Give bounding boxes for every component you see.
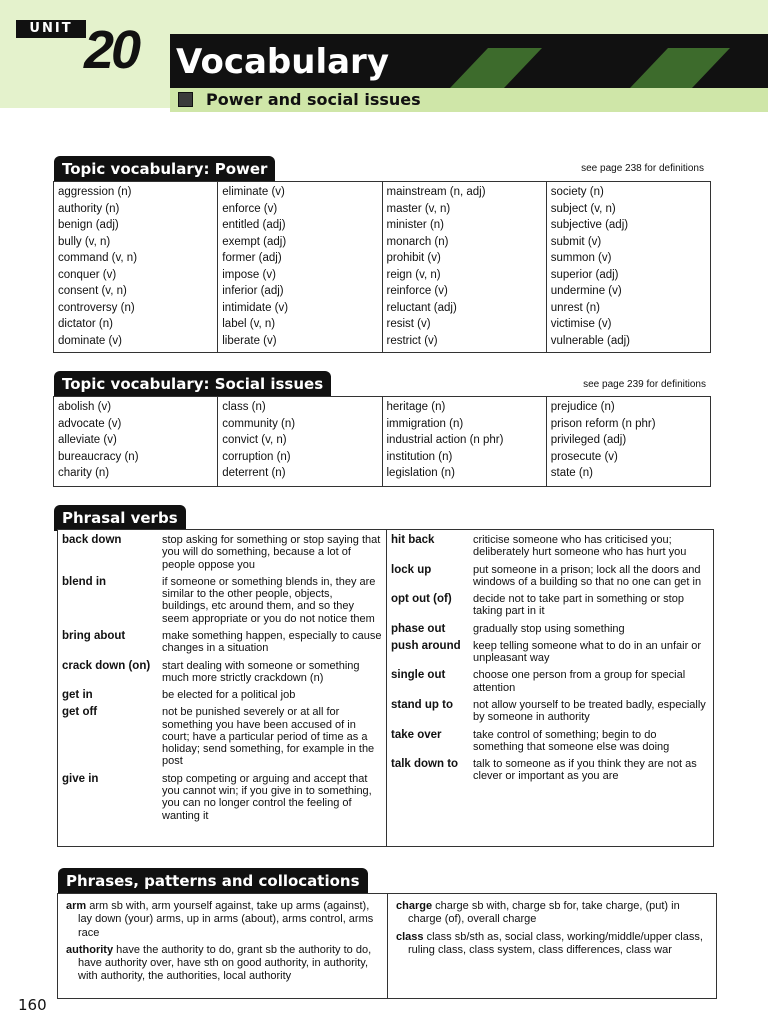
- phrasal-definition: put someone in a prison; lock all the doors and windows of a building so that no one can get in: [473, 563, 702, 588]
- phrasal-entry: [62, 689, 382, 702]
- phrasal-term: lock up: [391, 563, 432, 576]
- phrasal-definition: not allow yourself to be treated badly, especially by someone in authority: [473, 698, 706, 724]
- social-column: [218, 397, 382, 486]
- unit-label: UNIT: [16, 20, 86, 38]
- vocab-word: eliminate (v): [222, 186, 285, 198]
- phrasal-definition: if someone or something blends in, they are similar to the other people, objects, buildings, etc around them, and so they seem appropriate or you do not notice them: [162, 575, 376, 625]
- vocab-word: convict (v, n): [222, 434, 287, 446]
- phrasal-definition: choose one person from a group for special attention: [473, 669, 686, 694]
- phrasal-entry: [391, 699, 709, 724]
- vocab-word: vulnerable (adj): [550, 334, 631, 347]
- phrasal-entry: [62, 630, 382, 655]
- vocab-word: master (v, n): [386, 202, 451, 215]
- phrasal-entry: [62, 773, 382, 822]
- phrasal-term: bring about: [62, 630, 126, 643]
- phrasal-definition: keep telling someone what to do in an unfair or unpleasant way: [473, 639, 702, 665]
- vocab-word: class (n): [222, 401, 266, 413]
- vocab-word: former (adj): [222, 252, 282, 264]
- vocab-word: immigration (n): [386, 417, 464, 430]
- page-title: Vocabulary: [176, 42, 389, 82]
- phrasal-entry: [391, 534, 709, 559]
- vocab-word: exempt (adj): [222, 235, 287, 248]
- power-column: [383, 182, 547, 352]
- phrasal-term: blend in: [62, 575, 107, 588]
- phrasal-definition: take control of something; begin to do something that someone else was doing: [473, 728, 670, 753]
- vocab-word: subject (v, n): [550, 202, 616, 215]
- vocab-word: command (v, n): [58, 252, 138, 264]
- vocab-word: summon (v): [550, 252, 612, 264]
- power-column: [54, 182, 218, 352]
- phrasal-left-column: [58, 530, 387, 846]
- phrasal-term: take over: [391, 728, 442, 741]
- vocab-word: prohibit (v): [386, 252, 441, 264]
- social-column: [383, 397, 547, 486]
- vocab-word: dictator (n): [58, 318, 113, 330]
- phrasal-definition: not be punished severely or at all for something you have been accused of in court; have a particular period of time as a holiday; send something, for example in the post: [162, 706, 375, 768]
- phrasal-term: push around: [391, 639, 461, 652]
- phrasal-definition: be elected for a political job: [162, 689, 296, 702]
- vocab-word: reluctant (adj): [386, 301, 457, 314]
- phrasal-definition: stop asking for something or stop saying that you will do something, because a lot of people oppose you: [162, 534, 381, 571]
- collocation-keyword: class: [396, 930, 424, 943]
- phrasal-term: get in: [62, 689, 93, 702]
- phrasal-definition: gradually stop using something: [473, 622, 625, 635]
- vocab-word: intimidate (v): [222, 301, 289, 314]
- power-column: [547, 182, 710, 352]
- phrasal-verbs-box: [57, 529, 714, 847]
- vocab-word: consent (v, n): [58, 285, 127, 297]
- phrasal-definition: talk to someone as if you think they are not as clever or important as you are: [473, 758, 697, 783]
- vocab-word: monarch (n): [386, 235, 449, 248]
- phrasal-definition: decide not to take part in something or stop taking part in it: [473, 593, 684, 618]
- vocab-word: impose (v): [222, 268, 276, 281]
- power-column: [218, 182, 382, 352]
- phrasal-entry: [391, 564, 709, 589]
- phrasal-entry: [391, 640, 709, 665]
- vocab-word: benign (adj): [58, 219, 119, 231]
- collocation-keyword: charge: [396, 900, 433, 912]
- collocation-entry: [66, 900, 383, 940]
- vocab-word: label (v, n): [222, 318, 276, 330]
- vocab-word: prosecute (v): [550, 450, 618, 463]
- phrasal-entry: [391, 623, 709, 636]
- vocab-word: subjective (adj): [550, 219, 629, 231]
- unit-number: 20: [84, 20, 139, 80]
- phrasal-definition: start dealing with someone or something much more strictly crackdown (n): [162, 659, 360, 684]
- collocation-text: class sb/sth as, social class, working/middle/upper class, ruling class, class system, class differences, class war: [408, 930, 703, 956]
- vocab-word: community (n): [222, 417, 296, 430]
- vocab-word: bureaucracy (n): [58, 450, 139, 463]
- vocab-word: prison reform (n phr): [550, 417, 656, 430]
- vocab-word: abolish (v): [58, 401, 112, 413]
- phrasal-term: phase out: [391, 622, 446, 635]
- vocab-word: charity (n): [58, 467, 110, 479]
- vocab-word: legislation (n): [386, 467, 455, 479]
- vocab-word: corruption (n): [222, 450, 291, 463]
- vocab-word: state (n): [550, 467, 593, 479]
- vocab-word: submit (v): [550, 235, 602, 248]
- vocab-word: bully (v, n): [58, 235, 111, 248]
- phrases-box: [57, 893, 717, 999]
- phrasal-term: stand up to: [391, 698, 453, 711]
- phrasal-term: talk down to: [391, 758, 459, 771]
- phrasal-entry: [62, 660, 382, 685]
- vocab-word: prejudice (n): [550, 401, 615, 413]
- vocab-word: dominate (v): [58, 334, 122, 347]
- phrasal-definition: make something happen, especially to cause changes in a situation: [162, 630, 382, 655]
- vocab-word: controversy (n): [58, 301, 135, 314]
- vocab-word: inferior (adj): [222, 285, 284, 297]
- phrasal-term: back down: [62, 534, 122, 546]
- collocation-entry: [396, 900, 712, 927]
- phrasal-definition: stop competing or arguing and accept that you cannot win; if you give in to something, you can no longer control the feeling of wanting it: [162, 772, 372, 822]
- collocation-keyword: authority: [66, 943, 114, 956]
- vocab-word: aggression (n): [58, 186, 132, 198]
- social-vocab-grid: [53, 396, 711, 487]
- vocab-word: industrial action (n phr): [386, 434, 504, 446]
- vocab-word: undermine (v): [550, 285, 622, 297]
- phrasal-entry: [62, 534, 382, 571]
- collocation-entry: [66, 944, 383, 984]
- collocation-keyword: arm: [66, 900, 87, 912]
- vocab-word: liberate (v): [222, 334, 277, 347]
- social-heading: Topic vocabulary: Social issues: [54, 371, 331, 397]
- collocation-text: have the authority to do, grant sb the authority to do, have authority over, have sth on good authority, in authority, with authority, the authorities, local authority: [78, 943, 372, 983]
- phrases-heading: Phrases, patterns and collocations: [58, 868, 368, 894]
- phrasal-term: get off: [62, 706, 98, 719]
- power-heading: Topic vocabulary: Power: [54, 156, 275, 182]
- social-column: [54, 397, 218, 486]
- phrasal-entry: [62, 706, 382, 767]
- phrasal-right-column: [387, 530, 713, 846]
- vocab-word: restrict (v): [386, 334, 438, 347]
- vocab-word: minister (n): [386, 219, 445, 231]
- social-column: [547, 397, 710, 486]
- power-vocab-grid: [53, 181, 711, 353]
- collocation-entry: [396, 931, 712, 958]
- vocab-word: reinforce (v): [386, 285, 448, 297]
- phrasal-entry: [62, 576, 382, 625]
- vocab-word: reign (v, n): [386, 268, 441, 281]
- phrasal-definition: criticise someone who has criticised you; deliberately hurt someone who has hurt you: [473, 534, 687, 559]
- page-number: 160: [18, 996, 47, 1014]
- vocab-word: advocate (v): [58, 417, 122, 430]
- vocab-word: conquer (v): [58, 268, 117, 281]
- phrasal-term: hit back: [391, 534, 435, 546]
- phrasal-heading: Phrasal verbs: [54, 505, 186, 531]
- vocab-word: unrest (n): [550, 301, 600, 314]
- phrasal-term: give in: [62, 772, 99, 785]
- vocab-word: alleviate (v): [58, 434, 117, 446]
- phrasal-term: single out: [391, 669, 446, 682]
- phrasal-term: crack down (on): [62, 659, 151, 672]
- phrasal-entry: [391, 729, 709, 754]
- phrasal-entry: [391, 593, 709, 618]
- vocab-word: deterrent (n): [222, 467, 286, 479]
- vocab-word: institution (n): [386, 450, 453, 463]
- social-note: see page 239 for definitions: [583, 379, 706, 390]
- phrasal-entry: [391, 758, 709, 783]
- phrasal-entry: [391, 669, 709, 694]
- collocation-text: charge sb with, charge sb for, take charge, (put) in charge (of), overall charge: [408, 900, 680, 926]
- power-note: see page 238 for definitions: [581, 163, 704, 174]
- vocab-word: enforce (v): [222, 202, 278, 215]
- phrasal-term: opt out (of): [391, 593, 452, 606]
- phrases-left-column: [58, 894, 388, 998]
- vocab-word: authority (n): [58, 202, 120, 215]
- collocation-text: arm sb with, arm yourself against, take up arms (against), lay down (your) arms, up in arms (about), arms control, arms race: [78, 900, 374, 939]
- vocab-word: victimise (v): [550, 318, 612, 330]
- vocab-word: privileged (adj): [550, 434, 627, 446]
- vocab-word: society (n): [550, 186, 604, 198]
- square-bullet-icon: [178, 92, 193, 107]
- vocab-word: entitled (adj): [222, 219, 286, 231]
- phrases-right-column: [388, 894, 716, 998]
- vocab-word: heritage (n): [386, 401, 446, 413]
- vocab-word: superior (adj): [550, 268, 619, 281]
- vocab-word: resist (v): [386, 318, 431, 330]
- page-subtitle: Power and social issues: [206, 90, 421, 109]
- vocab-word: mainstream (n, adj): [386, 186, 486, 198]
